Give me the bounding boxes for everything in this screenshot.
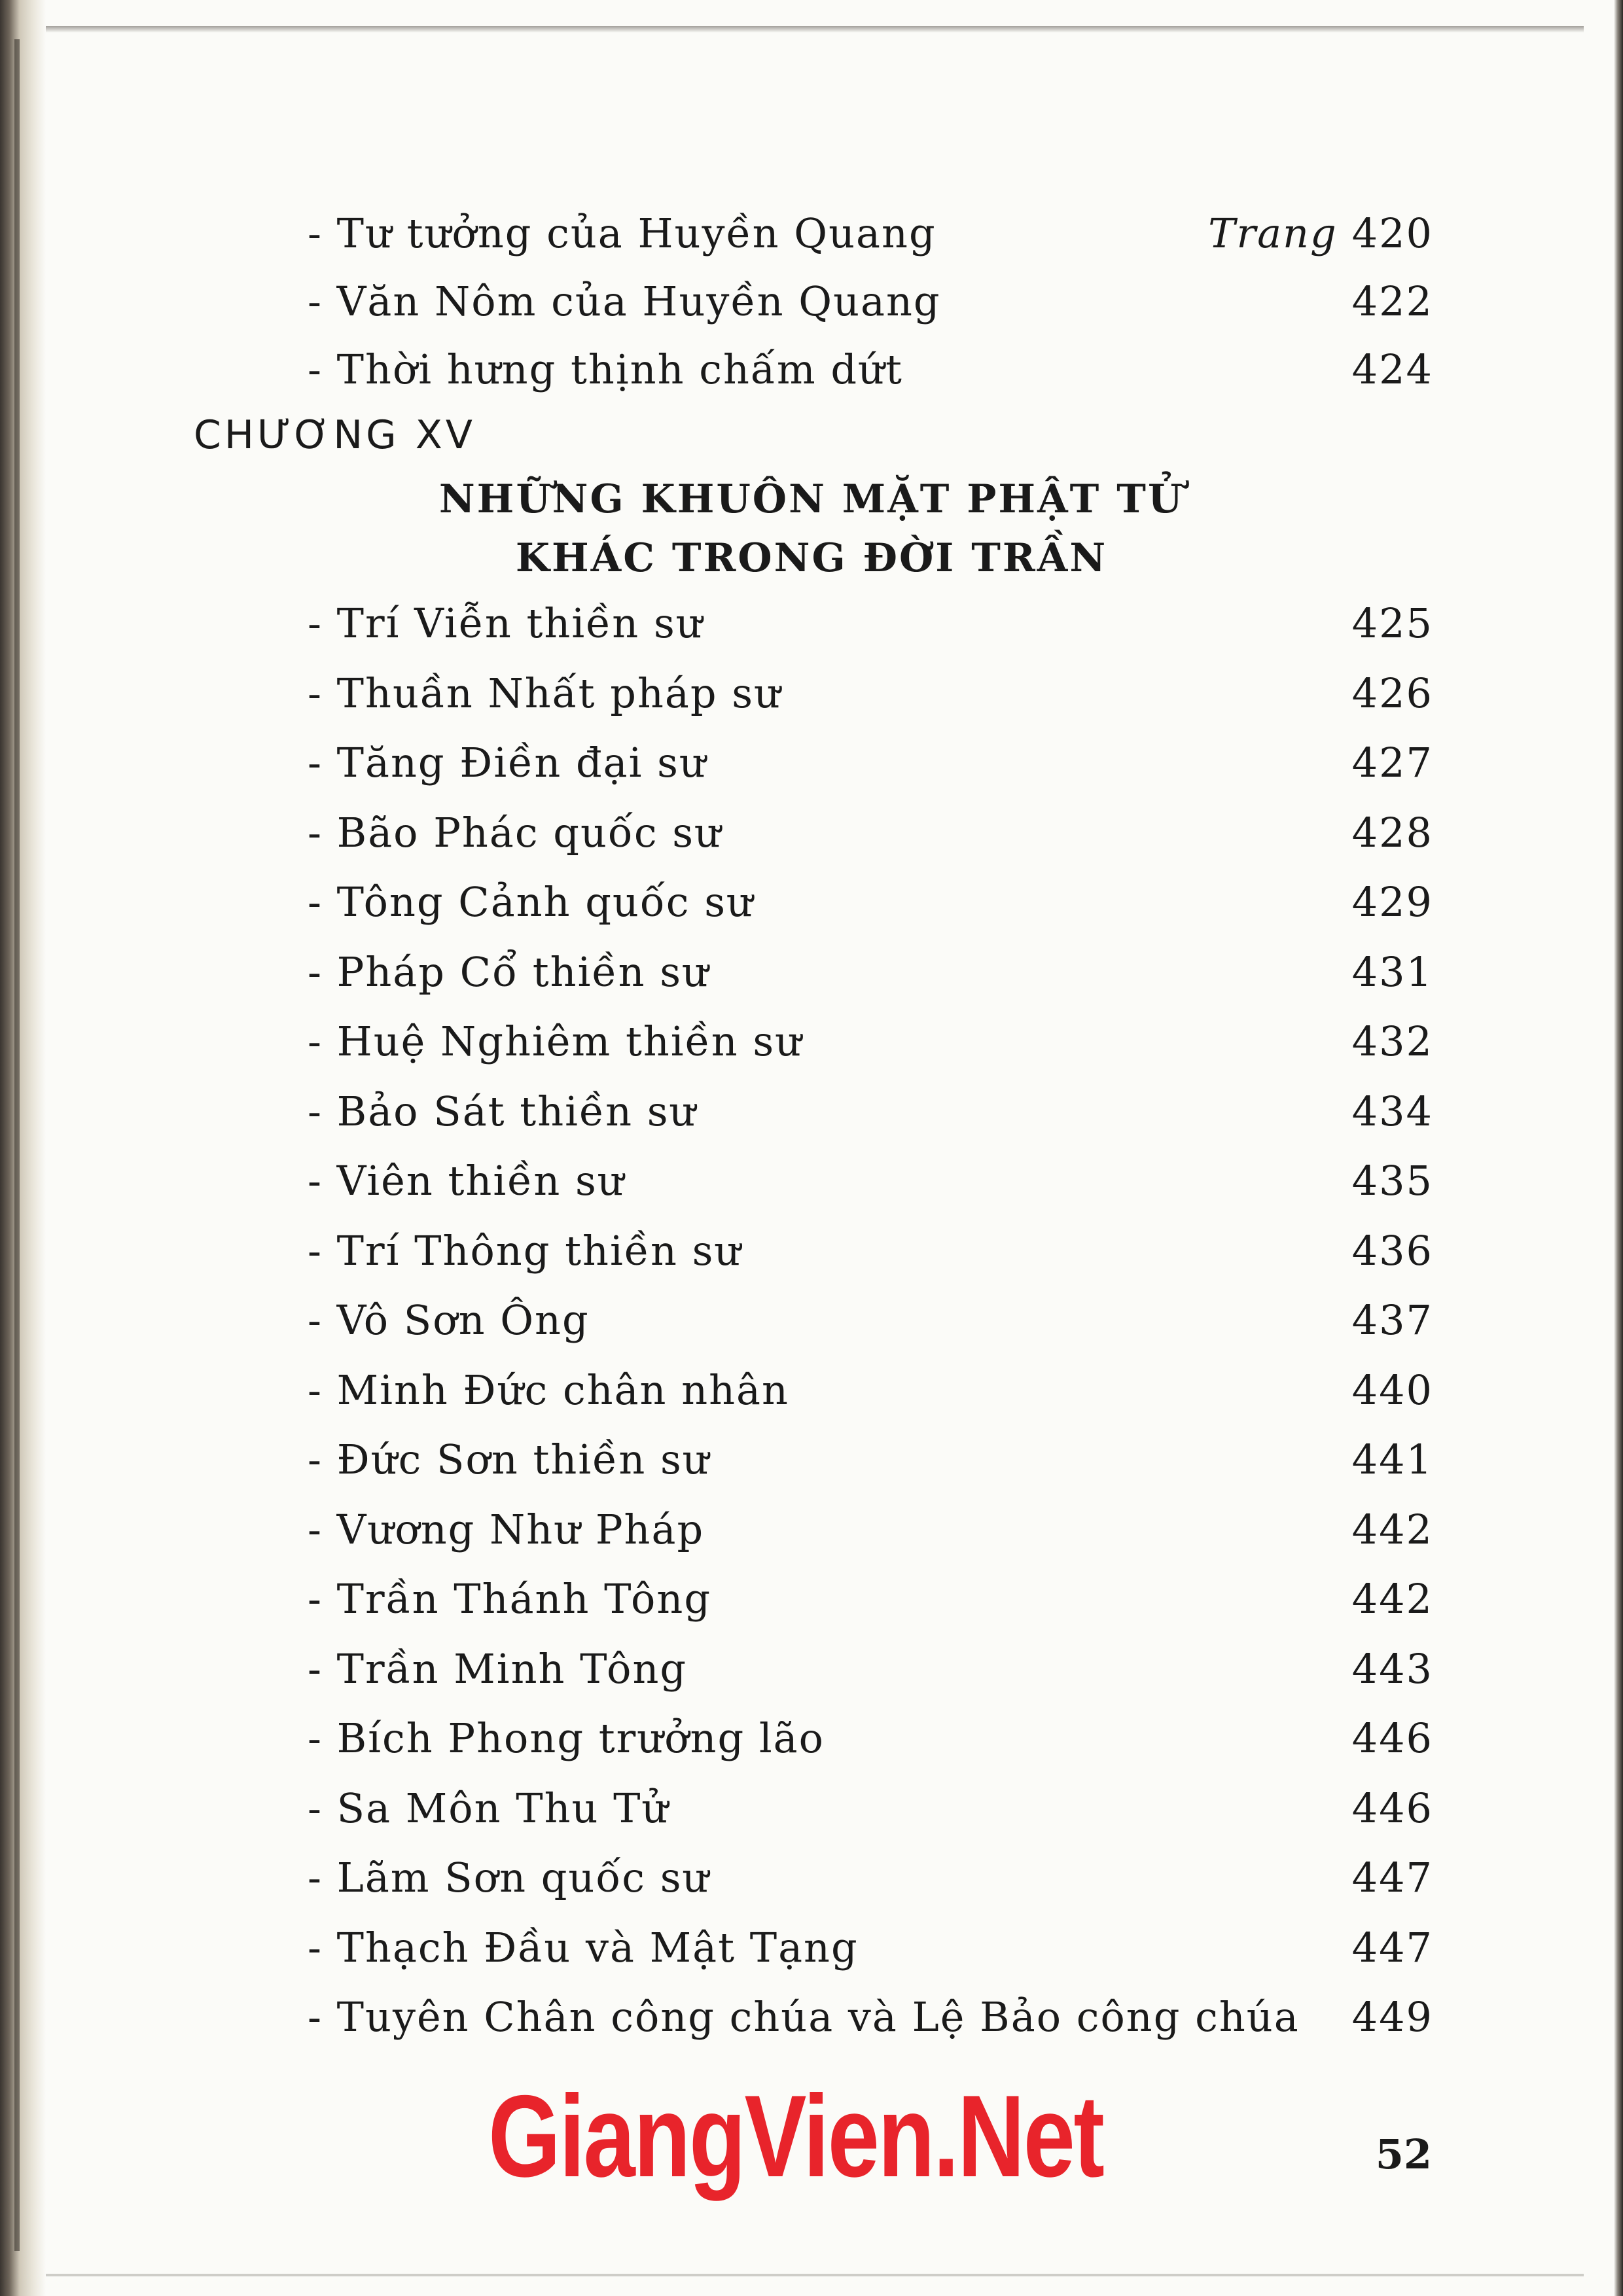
page-right-edge <box>1614 0 1623 2296</box>
page-prefix-label: Trang <box>1208 209 1338 257</box>
toc-entry <box>308 1571 1433 1627</box>
binding-shadow <box>14 39 20 2251</box>
chapter-title-line-2: KHÁC TRONG ĐỜI TRẦN <box>515 535 1108 581</box>
toc-entry-page-number: 435 <box>1351 1157 1433 1205</box>
toc-entry <box>308 205 1433 262</box>
toc-entry-page-number: 434 <box>1351 1087 1433 1135</box>
page-top-edge <box>46 26 1584 33</box>
toc-entry <box>308 1780 1433 1837</box>
toc-entry <box>308 805 1433 861</box>
toc-entry <box>308 1084 1433 1140</box>
toc-entry <box>308 944 1433 1000</box>
page-bottom-edge <box>46 2274 1584 2276</box>
toc-entry-page-number: 427 <box>1351 739 1433 786</box>
toc-entry-page-number: 431 <box>1351 948 1433 996</box>
book-spine-edge <box>0 0 46 2296</box>
toc-entry <box>308 1920 1433 1976</box>
toc-entry <box>308 1502 1433 1558</box>
toc-entry <box>308 1710 1433 1767</box>
toc-entry-page-number: 447 <box>1351 1854 1433 1901</box>
toc-entry-page-number: 425 <box>1351 599 1433 647</box>
toc-entry-title: - Pháp Cổ thiền sư <box>308 948 709 996</box>
toc-entry-page-number: 428 <box>1351 809 1433 857</box>
toc-entry-title: - Thạch Đầu và Mật Tạng <box>308 1924 859 1971</box>
toc-entry-page-number: 446 <box>1351 1784 1433 1832</box>
toc-entry <box>308 1223 1433 1279</box>
toc-entry <box>308 1153 1433 1209</box>
toc-entry-page-number: 446 <box>1351 1714 1433 1762</box>
toc-entry-title: - Bảo Sát thiền sư <box>308 1087 697 1135</box>
toc-entry-title: - Tăng Điền đại sư <box>308 739 707 786</box>
toc-entry-page-number: 437 <box>1351 1296 1433 1344</box>
toc-entry-page-number: 432 <box>1351 1017 1433 1065</box>
toc-entry-title: - Tông Cảnh quốc sư <box>308 878 754 926</box>
toc-entry-title: - Lãm Sơn quốc sư <box>308 1854 710 1901</box>
toc-entry <box>308 1989 1433 2045</box>
watermark-text: GiangVien.Net <box>488 2071 1103 2201</box>
toc-entry-page-number: 436 <box>1351 1227 1433 1275</box>
toc-entry-page-number: 440 <box>1351 1366 1433 1414</box>
toc-entry <box>308 665 1433 722</box>
toc-entry-page <box>1208 205 1433 262</box>
toc-entry-page-number: 443 <box>1351 1645 1433 1693</box>
toc-entry-title: - Tuyên Chân công chúa và Lệ Bảo công chúa <box>308 1993 1300 2041</box>
toc-entry-page-number: 424 <box>1351 345 1433 393</box>
toc-entry-page-number: 426 <box>1351 669 1433 717</box>
toc-entry-page-number: 429 <box>1351 878 1433 926</box>
toc-entry-title: - Thuần Nhất pháp sư <box>308 669 782 717</box>
toc-entry <box>308 595 1433 652</box>
toc-entry <box>308 735 1433 791</box>
toc-entry-page-number: 441 <box>1351 1436 1433 1483</box>
toc-entry-title: - Trần Thánh Tông <box>308 1575 712 1623</box>
toc-entry <box>308 342 1433 398</box>
toc-entry-page-number: 420 <box>1351 209 1433 257</box>
toc-entry-page-number: 447 <box>1351 1924 1433 1971</box>
chapter-label: CHƯƠNG XV <box>194 412 476 458</box>
toc-entry-title: - Vô Sơn Ông <box>308 1296 590 1344</box>
toc-entry-title: - Bích Phong trưởng lão <box>308 1714 825 1762</box>
toc-entry-title: - Minh Đức chân nhân <box>308 1366 789 1414</box>
toc-entry-page-number: 442 <box>1351 1575 1433 1623</box>
toc-entry-title: - Sa Môn Thu Tử <box>308 1784 669 1832</box>
toc-entry-title: - Bão Phác quốc sư <box>308 809 722 857</box>
toc-entry-title: - Thời hưng thịnh chấm dứt <box>308 345 903 393</box>
toc-entry-page-number: 449 <box>1351 1993 1433 2041</box>
toc-entry <box>308 874 1433 930</box>
toc-entry-title: - Đức Sơn thiền sư <box>308 1436 710 1483</box>
toc-entry-title: - Vương Như Pháp <box>308 1506 705 1553</box>
toc-entry <box>308 1850 1433 1906</box>
toc-entry-title: - Trần Minh Tông <box>308 1645 688 1693</box>
toc-entry <box>308 1292 1433 1349</box>
toc-entry <box>308 1432 1433 1488</box>
toc-entry <box>308 1014 1433 1070</box>
toc-entry-page-number: 442 <box>1351 1506 1433 1553</box>
toc-entry-title: - Trí Viễn thiền sư <box>308 599 704 647</box>
page-number: 52 <box>1375 2130 1432 2178</box>
chapter-title-line-1: NHỮNG KHUÔN MẶT PHẬT TỬ <box>438 476 1185 522</box>
toc-entry-title: - Huệ Nghiêm thiền sư <box>308 1017 803 1065</box>
toc-entry-title: - Viên thiền sư <box>308 1157 625 1205</box>
toc-entry-page-number: 422 <box>1351 277 1433 325</box>
toc-entry-title: - Văn Nôm của Huyền Quang <box>308 277 941 325</box>
toc-entry <box>308 1641 1433 1697</box>
toc-entry-title: - Tư tưởng của Huyền Quang <box>308 209 936 257</box>
toc-entry-title: - Trí Thông thiền sư <box>308 1227 742 1275</box>
toc-entry <box>308 274 1433 330</box>
toc-entry <box>308 1362 1433 1419</box>
